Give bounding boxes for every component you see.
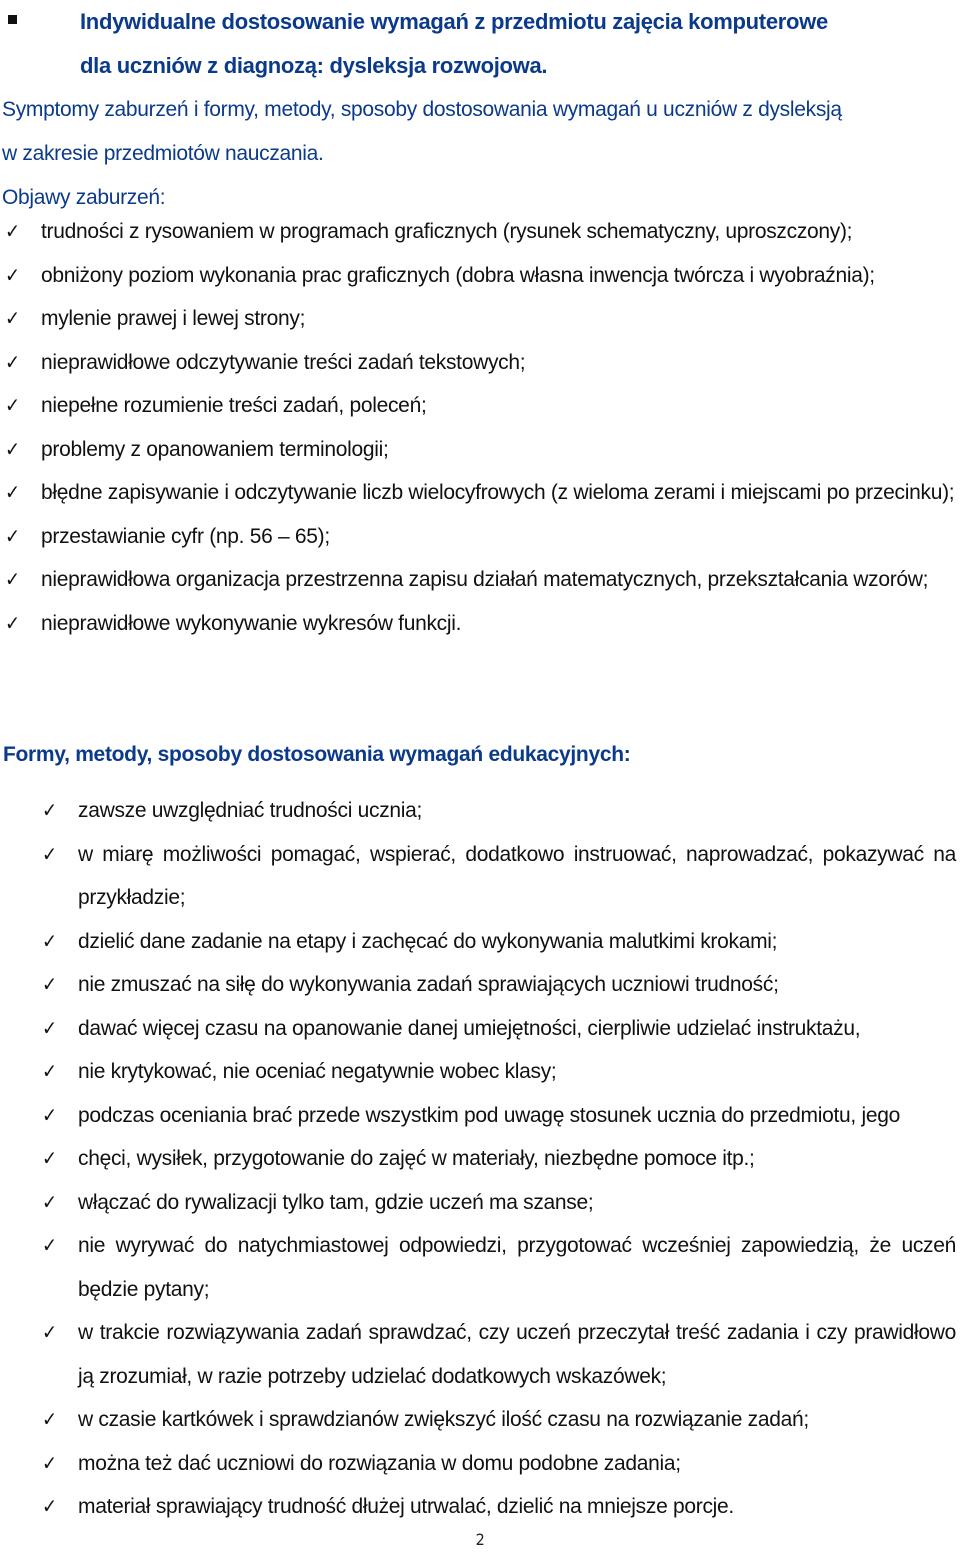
list-item <box>5 471 955 515</box>
list-item <box>5 254 955 298</box>
list-item <box>42 833 956 920</box>
list-item <box>42 1485 956 1529</box>
list-item <box>5 602 955 646</box>
title-line-1: Indywidualne dostosowanie wymagań z przedmiotu zajęcia komputerowe <box>80 9 828 34</box>
list-item <box>5 515 955 559</box>
list-item <box>5 428 955 472</box>
checkmark-icon: ✓ <box>42 1102 57 1127</box>
checkmark-icon: ✓ <box>5 436 20 461</box>
intro-block <box>2 0 953 220</box>
document-title <box>8 0 953 88</box>
list-item <box>42 1181 956 1225</box>
square-bullet-icon <box>8 15 17 24</box>
list-item <box>42 1398 956 1442</box>
checkmark-icon: ✓ <box>42 1189 57 1214</box>
list-item-text: można też dać uczniowi do rozwiązania w domu podobne zadania; <box>78 1451 681 1475</box>
list-item-text: w czasie kartkówek i sprawdzianów zwiększyć ilość czasu na rozwiązanie zadań; <box>78 1408 809 1431</box>
checkmark-icon: ✓ <box>5 610 20 635</box>
list-item <box>5 558 955 602</box>
methods-heading: Formy, metody, sposoby dostosowania wymagań edukacyjnych: <box>3 743 631 766</box>
list-item-text: nieprawidłowe odczytywanie treści zadań tekstowych; <box>41 350 526 374</box>
checkmark-icon: ✓ <box>42 1059 57 1083</box>
checkmark-icon: ✓ <box>42 928 57 953</box>
checkmark-icon: ✓ <box>5 480 20 504</box>
checkmark-icon: ✓ <box>42 1015 57 1040</box>
list-item-text: włączać do rywalizacji tylko tam, gdzie uczeń ma szanse; <box>78 1190 594 1214</box>
list-item <box>42 1137 956 1181</box>
list-item <box>5 297 955 341</box>
list-item <box>42 1224 956 1311</box>
list-item-text: materiał sprawiający trudność dłużej utrwalać, dzielić na mniejsze porcje. <box>78 1495 734 1518</box>
list-item-text: w miarę możliwości pomagać, wspierać, dodatkowo instruować, naprowadzać, pokazywać na przykładzie; <box>78 842 956 909</box>
checkmark-icon: ✓ <box>42 1320 57 1344</box>
list-item-text: chęci, wysiłek, przygotowanie do zajęć w materiały, niezbędne pomoce itp.; <box>78 1147 755 1170</box>
checkmark-icon: ✓ <box>5 306 20 330</box>
list-item-text: obniżony poziom wykonania prac graficznych (dobra własna inwencja twórcza i wyobraźnia); <box>41 263 875 287</box>
checkmark-icon: ✓ <box>5 567 20 591</box>
symptoms-list <box>5 210 955 645</box>
list-item <box>42 920 956 964</box>
checkmark-icon: ✓ <box>5 219 20 243</box>
checkmark-icon: ✓ <box>5 523 20 548</box>
checkmark-icon: ✓ <box>42 1494 57 1518</box>
checkmark-icon: ✓ <box>42 841 57 866</box>
methods-list <box>42 789 956 1529</box>
list-item <box>42 1007 956 1051</box>
subtitle-line-2: w zakresie przedmiotów nauczania. <box>2 142 324 165</box>
subtitle-line-1: Symptomy zaburzeń i formy, metody, sposoby dostosowania wymagań u uczniów z dysleksją <box>2 98 842 121</box>
title-line-2: dla uczniów z diagnozą: dysleksja rozwojowa. <box>80 53 548 78</box>
checkmark-icon: ✓ <box>5 262 20 287</box>
list-item-text: nie wyrywać do natychmiastowej odpowiedzi, przygotować wcześniej zapowiedzią, że uczeń będzie pytany; <box>78 1234 956 1301</box>
list-item-text: nieprawidłowe wykonywanie wykresów funkcji. <box>41 611 462 635</box>
list-item <box>42 963 956 1007</box>
list-item <box>5 341 955 385</box>
checkmark-icon: ✓ <box>42 798 57 822</box>
list-item-text: błędne zapisywanie i odczytywanie liczb wielocyfrowych (z wieloma zerami i miejscami po przecinku); <box>41 481 955 504</box>
list-item <box>5 210 955 254</box>
list-item-text: nieprawidłowa organizacja przestrzenna zapisu działań matematycznych, przekształcania wzorów; <box>41 568 929 591</box>
checkmark-icon: ✓ <box>42 972 57 996</box>
checkmark-icon: ✓ <box>42 1450 57 1475</box>
checkmark-icon: ✓ <box>42 1407 57 1431</box>
list-item-text: zawsze uwzględniać trudności ucznia; <box>78 799 423 822</box>
list-item-text: podczas oceniania brać przede wszystkim pod uwagę stosunek ucznia do przedmiotu, jego <box>78 1103 900 1127</box>
list-item <box>42 1311 956 1398</box>
checkmark-icon: ✓ <box>42 1146 57 1170</box>
list-item-text: trudności z rysowaniem w programach graficznych (rysunek schematyczny, uproszczony); <box>41 220 853 243</box>
list-item-text: niepełne rozumienie treści zadań, poleceń; <box>41 394 427 417</box>
list-item <box>42 1442 956 1486</box>
page-number: 2 <box>475 1530 485 1549</box>
list-item-text: dawać więcej czasu na opanowanie danej umiejętności, cierpliwie udzielać instruktażu, <box>78 1016 861 1040</box>
list-item <box>5 384 955 428</box>
symptoms-heading: Objawy zaburzeń: <box>2 186 166 209</box>
list-item-text: problemy z opanowaniem terminologii; <box>41 437 389 461</box>
list-item-text: nie zmuszać na siłę do wykonywania zadań sprawiających uczniowi trudność; <box>78 973 779 996</box>
list-item <box>42 789 956 833</box>
list-item-text: mylenie prawej i lewej strony; <box>41 307 306 330</box>
checkmark-icon: ✓ <box>5 393 20 417</box>
checkmark-icon: ✓ <box>5 349 20 374</box>
list-item-text: przestawianie cyfr (np. 56 – 65); <box>41 524 330 548</box>
checkmark-icon: ✓ <box>42 1233 57 1257</box>
list-item-text: dzielić dane zadanie na etapy i zachęcać do wykonywania malutkimi krokami; <box>78 929 778 953</box>
list-item-text: w trakcie rozwiązywania zadań sprawdzać, czy uczeń przeczytał treść zadania i czy prawidłowo ją zrozumiał, w razie potrzeby udzielać dodatkowych wskazówek; <box>78 1321 956 1388</box>
list-item-text: nie krytykować, nie oceniać negatywnie wobec klasy; <box>78 1060 557 1083</box>
list-item <box>42 1050 956 1094</box>
list-item <box>42 1094 956 1138</box>
